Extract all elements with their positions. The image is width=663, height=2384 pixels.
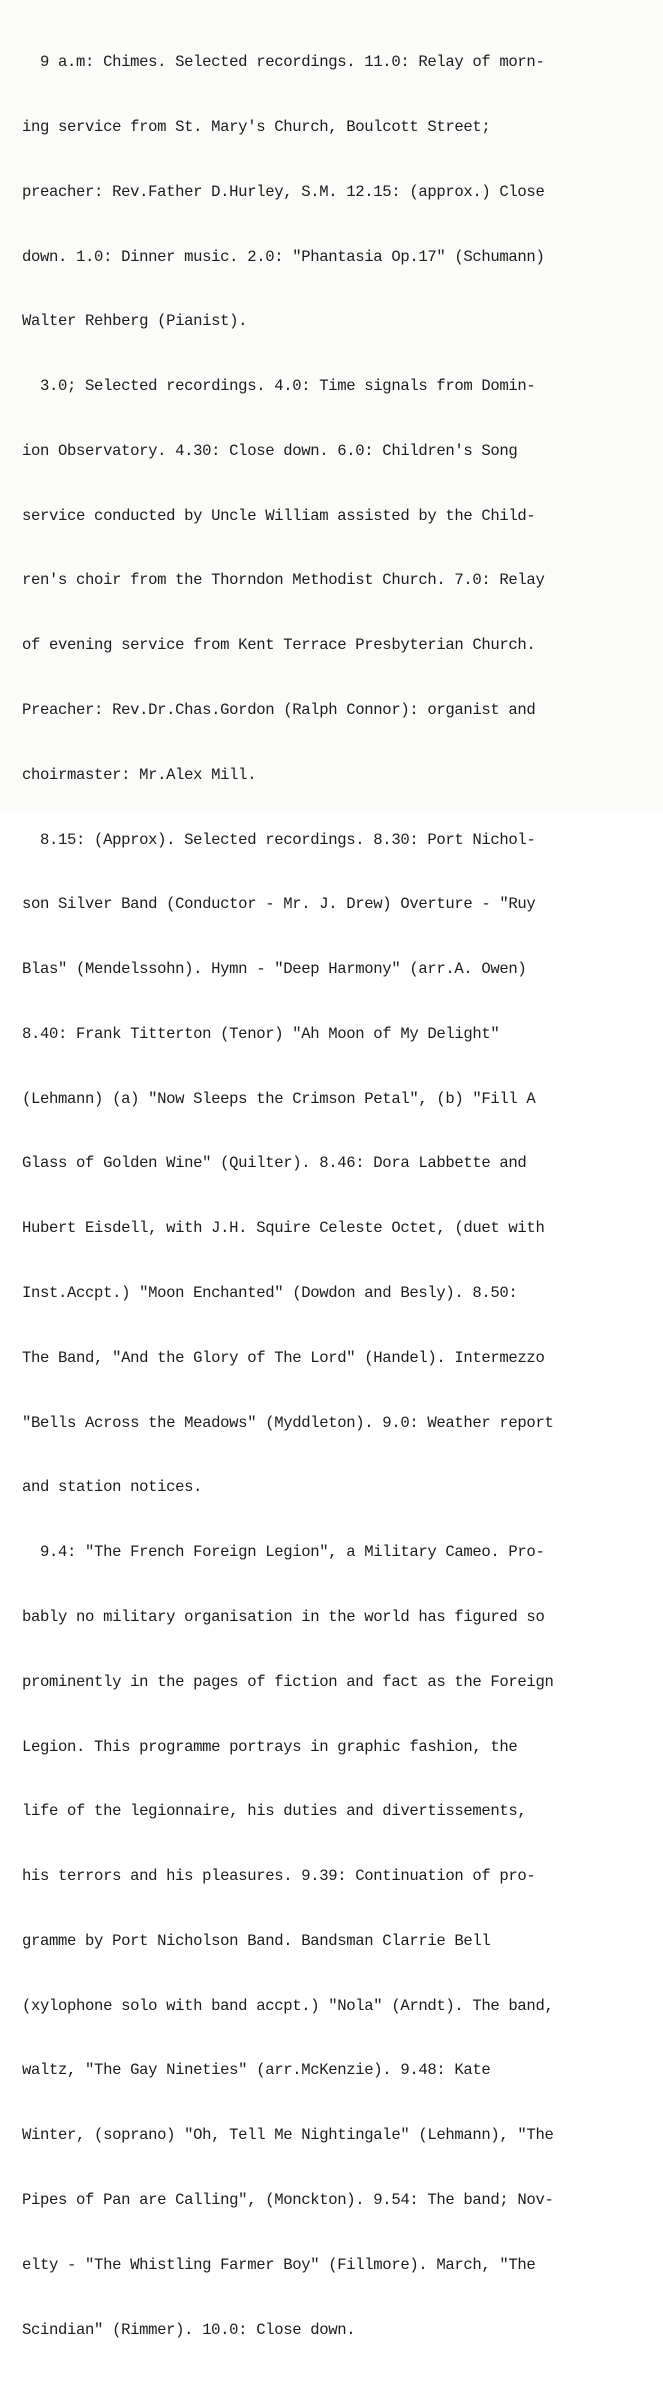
text-line: Glass of Golden Wine" (Quilter). 8.46: Dora Labbette and	[22, 1154, 527, 1173]
text-line: The Band, "And the Glory of The Lord" (Handel). Intermezzo	[22, 1348, 545, 1367]
text-line: 8.40: Frank Titterton (Tenor) "Ah Moon of My Delight"	[22, 1024, 500, 1043]
text-line: waltz, "The Gay Nineties" (arr.McKenzie). 9.48: Kate	[22, 2061, 491, 2080]
text-line: 8.15: (Approx). Selected recordings. 8.30: Port Nichol-	[22, 830, 536, 849]
text-line: ren's choir from the Thorndon Methodist Church. 7.0: Relay	[22, 571, 545, 590]
text-line: Scindian" (Rimmer). 10.0: Close down.	[22, 2320, 356, 2339]
text-line: choirmaster: Mr.Alex Mill.	[22, 765, 257, 784]
text-line: (Lehmann) (a) "Now Sleeps the Crimson Petal", (b) "Fill A	[22, 1089, 536, 1108]
text-line: Pipes of Pan are Calling", (Monckton). 9.54: The band; Nov-	[22, 2190, 554, 2209]
text-line: of evening service from Kent Terrace Presbyterian Church.	[22, 636, 536, 655]
text-line: gramme by Port Nicholson Band. Bandsman Clarrie Bell	[22, 1931, 491, 1950]
text-line: Hubert Eisdell, with J.H. Squire Celeste Octet, (duet with	[22, 1219, 545, 1238]
text-line: son Silver Band (Conductor - Mr. J. Drew) Overture - "Ruy	[22, 895, 536, 914]
text-line: 9 a.m: Chimes. Selected recordings. 11.0: Relay of morn-	[22, 53, 545, 72]
text-line: preacher: Rev.Father D.Hurley, S.M. 12.15: (approx.) Close	[22, 182, 545, 201]
text-line: ing service from St. Mary's Church, Boulcott Street;	[22, 117, 491, 136]
text-line: service conducted by Uncle William assisted by the Child-	[22, 506, 536, 525]
typewritten-programme-text	[22, 9, 656, 2384]
text-line: (xylophone solo with band accpt.) "Nola" (Arndt). The band,	[22, 1996, 554, 2015]
text-line: Walter Rehberg (Pianist).	[22, 312, 248, 331]
text-line: "Bells Across the Meadows" (Myddleton). 9.0: Weather report	[22, 1413, 554, 1432]
text-line: his terrors and his pleasures. 9.39: Continuation of pro-	[22, 1867, 536, 1886]
text-line: Legion. This programme portrays in graphic fashion, the	[22, 1737, 518, 1756]
text-line: Inst.Accpt.) "Moon Enchanted" (Dowdon and Besly). 8.50:	[22, 1284, 518, 1303]
text-line: down. 1.0: Dinner music. 2.0: "Phantasia Op.17" (Schumann)	[22, 247, 545, 266]
text-line: Blas" (Mendelssohn). Hymn - "Deep Harmony" (arr.A. Owen)	[22, 960, 527, 979]
text-line: Preacher: Rev.Dr.Chas.Gordon (Ralph Connor): organist and	[22, 701, 536, 719]
text-line: life of the legionnaire, his duties and divertissements,	[22, 1802, 527, 1821]
text-line: prominently in the pages of fiction and fact as the Foreign	[22, 1672, 554, 1691]
text-line: ion Observatory. 4.30: Close down. 6.0: Children's Song	[22, 441, 518, 460]
text-line: 3.0; Selected recordings. 4.0: Time signals from Domin-	[22, 377, 536, 396]
text-line: bably no military organisation in the world has figured so	[22, 1607, 545, 1626]
text-line: elty - "The Whistling Farmer Boy" (Fillmore). March, "The	[22, 2255, 536, 2274]
text-line: and station notices.	[22, 1478, 203, 1497]
text-line: Winter, (soprano) "Oh, Tell Me Nightingale" (Lehmann), "The	[22, 2126, 554, 2145]
text-line: 9.4: "The French Foreign Legion", a Military Cameo. Pro-	[22, 1543, 545, 1562]
